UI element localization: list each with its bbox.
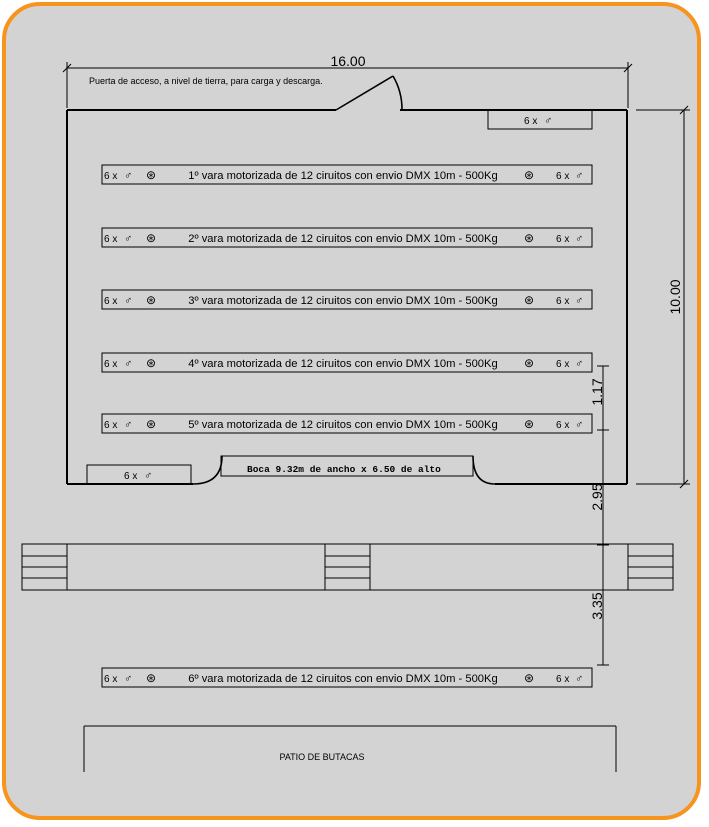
bar-label: 4º vara motorizada de 12 ciruitos con envio DMX 10m - 500Kg <box>188 358 498 370</box>
outlet-icon: ♂ <box>124 233 133 245</box>
outlet-icon: ♂ <box>124 673 133 685</box>
outlet-box-upstage <box>488 110 592 129</box>
outlet-label: 6 x <box>104 359 118 370</box>
bars-group <box>102 165 592 687</box>
door-note: Puerta de acceso, a nivel de tierra, para carga y descarga. <box>89 76 323 86</box>
seating-label: PATIO DE BUTACAS <box>279 752 365 762</box>
stage-to-pit-dimension: 2.95 <box>589 483 605 511</box>
outlet-icon: ♂ <box>544 115 553 127</box>
connector-icon: ⊛ <box>146 671 157 685</box>
outlet-label: 6 x <box>104 420 118 431</box>
lighting-bar-5 <box>102 414 592 433</box>
outlet-icon: ♂ <box>575 170 584 182</box>
outlet-icon: ♂ <box>124 170 133 182</box>
outlet-label: 6 x <box>556 359 570 370</box>
stage-opening-text: Boca 9.32m de ancho x 6.50 de alto <box>247 464 441 475</box>
outlet-label: 6 x <box>104 234 118 245</box>
lighting-bar-3 <box>102 290 592 309</box>
svg-text:6 x: 6 x <box>124 471 138 482</box>
outlet-icon: ♂ <box>124 295 133 307</box>
connector-icon: ⊛ <box>146 417 157 431</box>
outlet-icon: ♂ <box>144 470 153 482</box>
outlet-label: 6 x <box>556 296 570 307</box>
connector-icon: ⊛ <box>524 293 535 307</box>
access-door <box>336 76 402 110</box>
outlet-icon: ♂ <box>124 358 133 370</box>
outlet-icon: ♂ <box>575 295 584 307</box>
connector-icon: ⊛ <box>524 356 535 370</box>
lighting-bar-4 <box>102 353 592 372</box>
connector-icon: ⊛ <box>524 417 535 431</box>
connector-icon: ⊛ <box>524 671 535 685</box>
outlet-icon: ♂ <box>575 673 584 685</box>
outlet-label: 6 x <box>556 234 570 245</box>
connector-icon: ⊛ <box>146 293 157 307</box>
bar-label: 3º vara motorizada de 12 ciruitos con envio DMX 10m - 500Kg <box>188 295 498 307</box>
connector-icon: ⊛ <box>146 356 157 370</box>
lighting-bar-1 <box>102 165 592 184</box>
connector-icon: ⊛ <box>146 231 157 245</box>
lighting-bar-6 <box>102 668 592 687</box>
outlet-icon: ♂ <box>124 419 133 431</box>
outlet-label: 6 x <box>104 674 118 685</box>
bar-spacing-dimension: 1.17 <box>589 378 605 406</box>
outlet-label: 6 x <box>104 171 118 182</box>
bar-label: 5º vara motorizada de 12 ciruitos con envio DMX 10m - 500Kg <box>188 419 498 431</box>
svg-text:6 x: 6 x <box>524 116 538 127</box>
outlet-label: 6 x <box>556 171 570 182</box>
outlet-box-downstage <box>87 465 191 484</box>
pit-structure <box>22 544 673 590</box>
outlet-label: 6 x <box>104 296 118 307</box>
connector-icon: ⊛ <box>524 168 535 182</box>
bar-label: 2º vara motorizada de 12 ciruitos con envio DMX 10m - 500Kg <box>188 233 498 245</box>
pit-to-front-bar-dimension: 3.35 <box>589 592 605 620</box>
bar-label: 6º vara motorizada de 12 ciruitos con envio DMX 10m - 500Kg <box>188 673 498 685</box>
depth-dimension-text: 10.00 <box>667 279 683 315</box>
outlet-icon: ♂ <box>575 233 584 245</box>
bar-label: 1º vara motorizada de 12 ciruitos con envio DMX 10m - 500Kg <box>188 170 498 182</box>
connector-icon: ⊛ <box>524 231 535 245</box>
seating-area <box>84 726 616 772</box>
width-dimension-text: 16.00 <box>330 53 366 69</box>
outlet-label: 6 x <box>556 420 570 431</box>
outlet-label: 6 x <box>556 674 570 685</box>
lighting-bar-2 <box>102 228 592 247</box>
outlet-icon: ♂ <box>575 419 584 431</box>
connector-icon: ⊛ <box>146 168 157 182</box>
outlet-icon: ♂ <box>575 358 584 370</box>
